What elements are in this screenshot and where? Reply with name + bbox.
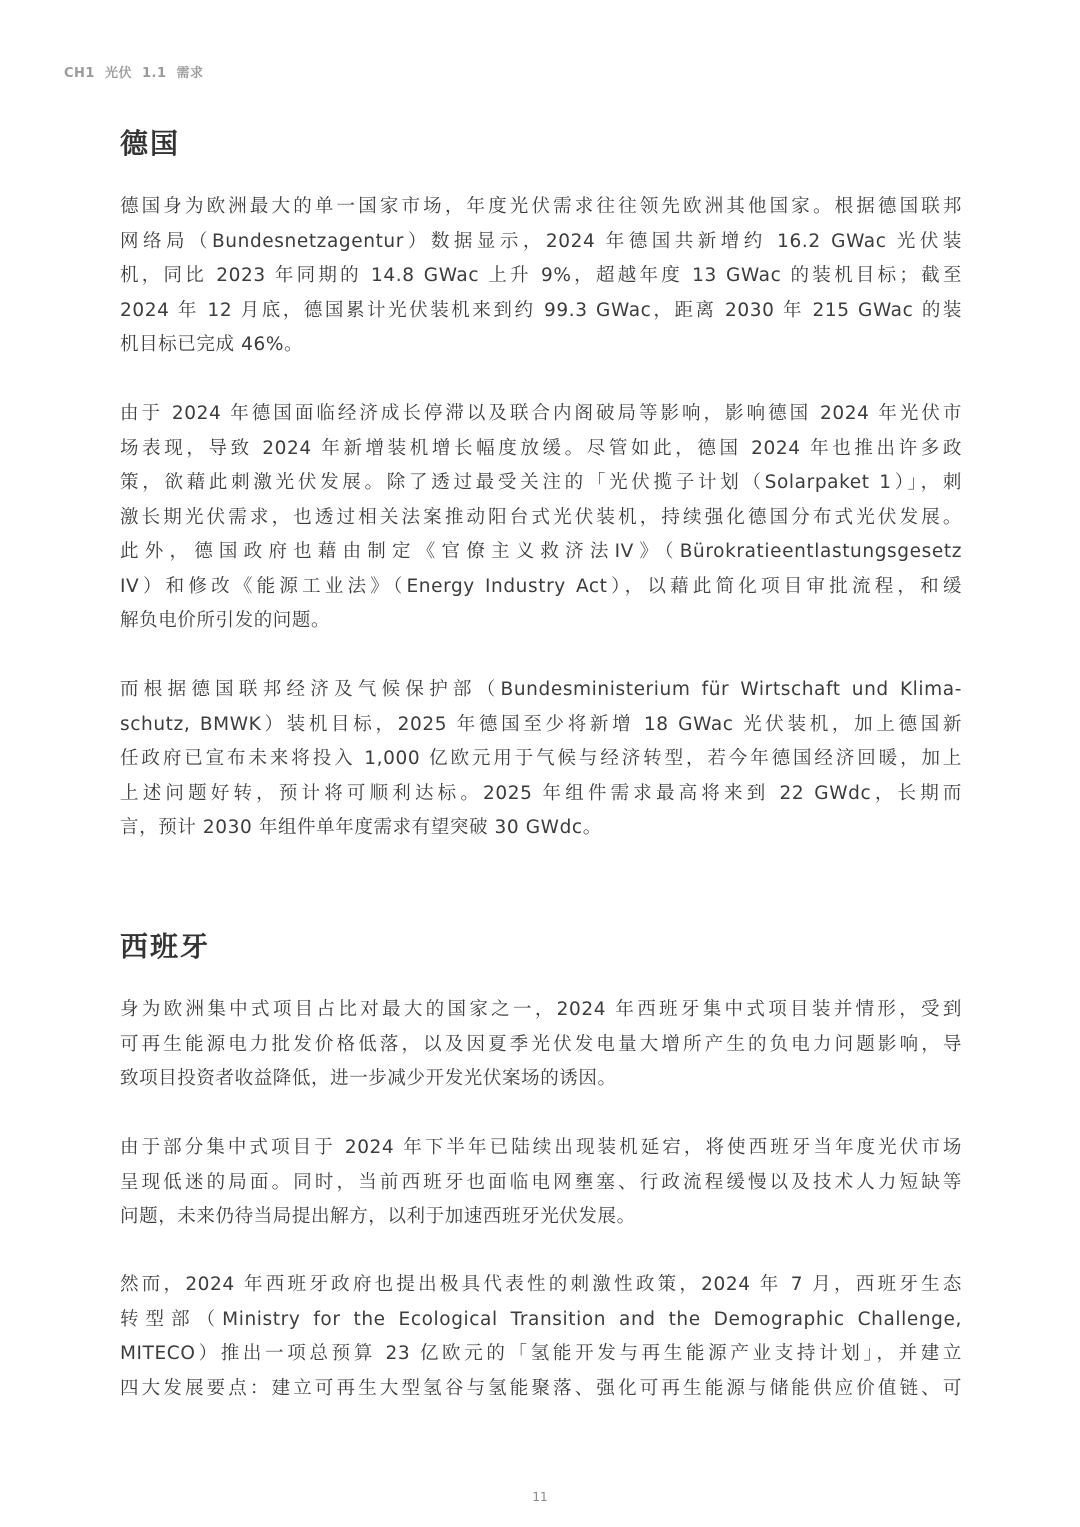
text-line: schutz, BMWK）装机目标，2025 年德国至少将新增 18 GWac 光伏装机，加上德国新 (120, 713, 962, 735)
text-line: 策，欲藉此刺激光伏发展。除了透过最受关注的「光伏揽子计划（Solarpaket 1）」，刺 (120, 472, 962, 493)
text-line: 由于 2024 年德国面临经济成长停滞以及联合内阁破局等影响，影响德国 2024 年光伏市 (120, 403, 962, 424)
text-line: 激长期光伏需求，也透过相关法案推动阳台式光伏装机，持续强化德国分布式光伏发展。 (120, 506, 962, 528)
paragraph-spain-2 (120, 1131, 962, 1235)
paragraph-spain-3 (120, 1268, 962, 1406)
section-title: 需求 (176, 66, 204, 81)
text-line: 致项目投资者收益降低，进一步减少开发光伏案场的诱因。 (120, 1068, 617, 1089)
chapter-label: CH1 (64, 66, 95, 81)
paragraph-germany-2 (120, 397, 962, 639)
text-line: IV）和修改《能源工业法》（Energy Industry Act），以藉此简化项目审批流程，和缓 (120, 575, 962, 597)
text-line: 然而，2024 年西班牙政府也提出极具代表性的刺激性政策，2024 年 7 月，西班牙生态 (120, 1274, 962, 1295)
text-line: 德国身为欧洲最大的单一国家市场，年度光伏需求往往领先欧洲其他国家。根据德国联邦 (120, 196, 962, 217)
paragraph-germany-1 (120, 190, 962, 363)
running-header (64, 62, 214, 81)
text-line: 由于部分集中式项目于 2024 年下半年已陆续出现装机延宕，将使西班牙当年度光伏市场 (120, 1137, 962, 1158)
text-line: 四大发展要点：建立可再生大型氢谷与氢能聚落、强化可再生能源与储能供应价值链、可 (120, 1377, 962, 1399)
text-line: 机目标已完成 46%。 (120, 334, 304, 355)
text-line: 上述问题好转，预计将可顺利达标。2025 年组件需求最高将来到 22 GWdc，长期而 (120, 782, 962, 804)
text-line: 解负电价所引发的问题。 (120, 610, 331, 631)
text-line: 场表现，导致 2024 年新增装机增长幅度放缓。尽管如此，德国 2024 年也推出许多政 (120, 437, 962, 459)
text-line: 言，预计 2030 年组件单年度需求有望突破 30 GWdc。 (120, 817, 602, 838)
section-heading-germany: 德国 (120, 127, 181, 160)
chapter-title: 光伏 (104, 66, 132, 81)
text-line: 此外，德国政府也藉由制定《官僚主义救济法IV》（Bürokratieentlastungsgesetz (120, 541, 963, 562)
paragraph-spain-1 (120, 993, 962, 1097)
text-line: 转型部（Ministry for the Ecological Transition and the Demographic Challenge, (120, 1308, 962, 1330)
text-line: 而根据德国联邦经济及气候保护部（Bundesministerium für Wirtschaft und Klima- (120, 679, 962, 700)
text-line: MITECO）推出一项总预算 23 亿欧元的「氢能开发与再生能源产业支持计划」，并建立 (120, 1343, 962, 1364)
text-line: 2024 年 12 月底，德国累计光伏装机来到约 99.3 GWac，距离 2030 年 215 GWac 的装 (120, 299, 962, 321)
text-line: 机，同比 2023 年同期的 14.8 GWac 上升 9%，超越年度 13 GWac 的装机目标；截至 (120, 265, 962, 286)
section-number: 1.1 (141, 66, 167, 81)
page-number: 11 (532, 1490, 548, 1504)
text-line: 身为欧洲集中式项目占比对最大的国家之一，2024 年西班牙集中式项目装并情形，受到 (120, 999, 962, 1020)
text-line: 任政府已宣布未来将投入 1,000 亿欧元用于气候与经济转型，若今年德国经济回暖，加上 (120, 748, 962, 769)
text-line: 呈现低迷的局面。同时，当前西班牙也面临电网壅塞、行政流程缓慢以及技术人力短缺等 (120, 1171, 962, 1193)
section-heading-spain: 西班牙 (120, 930, 211, 963)
paragraph-germany-3 (120, 673, 962, 846)
text-line: 可再生能源电力批发价格低落，以及因夏季光伏发电量大增所产生的负电力问题影响，导 (120, 1033, 962, 1055)
text-line: 问题，未来仍待当局提出解方，以利于加速西班牙光伏发展。 (120, 1206, 636, 1227)
text-line: 网络局（Bundesnetzagentur）数据显示，2024 年德国共新增约 16.2 GWac 光伏装 (120, 230, 962, 252)
